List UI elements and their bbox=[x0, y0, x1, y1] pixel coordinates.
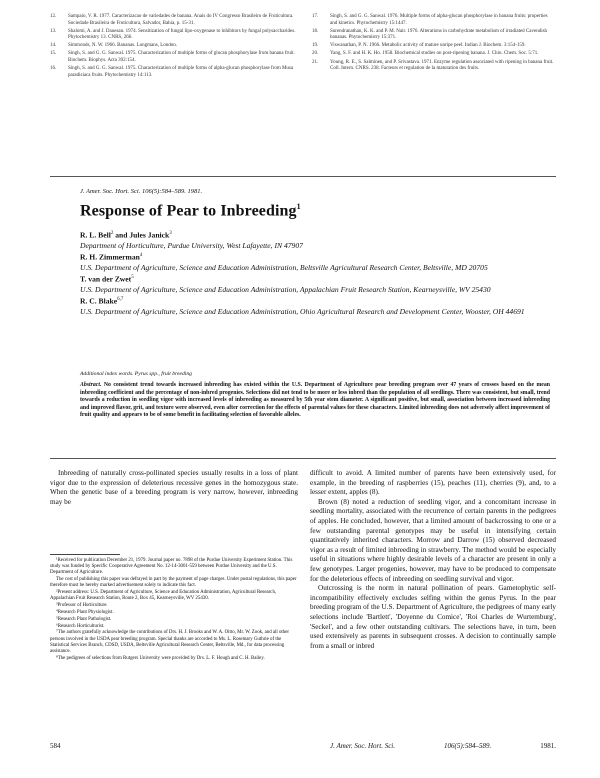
footer-year: 1981. bbox=[540, 742, 556, 750]
journal-reference: J. Amer. Soc. Hort. Sci. 106(5):584–589. 1981. bbox=[80, 188, 203, 195]
reference-number: 18. bbox=[312, 28, 319, 34]
body-paragraph: Inbreeding of naturally cross-pollinated species usually results in a loss of plant vigor due to the expression of deleterious recessive genes in the homozygous state. When the genetic base of a breeding program is very narrow, however, inbreeding may be bbox=[50, 469, 298, 506]
author-affiliation: Department of Horticulture, Purdue University, West Lafayette, IN 47907 bbox=[80, 240, 303, 250]
author-block bbox=[80, 229, 550, 318]
reference-text: Viswanathan, P. N. 1966. Metabolic activity of mature unripe peel. Indian J. Biochem. 3:154-159. bbox=[330, 43, 526, 49]
reference-number: 15. bbox=[50, 51, 57, 57]
references-right-column bbox=[312, 14, 556, 74]
page-title bbox=[80, 202, 301, 220]
footnote: ⁸The pedigrees of selections from Rutgers University were provided by Drs. L. F. Hough and C. H. Bailey. bbox=[56, 655, 265, 661]
page-number: 584 bbox=[50, 742, 61, 750]
title-text: Response of Pear to Inbreeding bbox=[80, 202, 297, 220]
reference-item bbox=[50, 29, 302, 42]
reference-number: 20. bbox=[312, 51, 319, 57]
reference-text: Shalomi, A. and J. Dauesan. 1974. Sensitization of fungal lipo-oxygenase to inhibitors by fungal polysaccharides. Phytochemistry 13. CNRS, 266. bbox=[68, 28, 296, 41]
author-footnote-mark: 6,7 bbox=[117, 297, 124, 303]
reference-number: 12. bbox=[50, 14, 57, 19]
footnote: ⁶Research Horticulturist. bbox=[56, 623, 105, 629]
footnote: ³Professor of Horticulture. bbox=[56, 603, 108, 609]
reference-item bbox=[312, 60, 556, 73]
reference-text: Singh, S. and G. G. Sanwal. 1976. Multiple forms of alpha-glucan phosphorylase in banana fruits: properties and kinetics. Phytochemistry 15:1447. bbox=[330, 14, 548, 26]
title-footnote-mark: 1 bbox=[296, 202, 301, 211]
footnotes bbox=[50, 558, 298, 663]
footer-journal: J. Amer. Soc. Hort. Sci. bbox=[330, 742, 395, 750]
author-entry bbox=[80, 295, 550, 317]
reference-text: Simmonds, N. W. 1966. Bananas. Longmans, London. bbox=[68, 43, 178, 49]
reference-number: 19. bbox=[312, 43, 319, 49]
reference-item bbox=[312, 43, 556, 50]
footnote: The cost of publishing this paper was defrayed in part by the payment of page charges. Under postal regulations, this paper therefore must be hereby marked advertisement solely to indicate this fact. bbox=[50, 577, 297, 589]
reference-item bbox=[50, 14, 302, 27]
author-entry bbox=[80, 273, 550, 295]
reference-text: Singh, S. and G. G. Sanwal. 1975. Characterization of multiple forms of alpha-glucan phosphorylase from Musa paradisiaca fruits. Phytochemistry 14:113. bbox=[68, 66, 294, 78]
author-entry: R. L. Bell$^2$ and Jules Janick$^3$ Department of Horticulture, Purdue University, West Lafayette, IN 47907 bbox=[80, 229, 550, 251]
author-affiliation: U.S. Department of Agriculture, Science and Education Administration, Ohio Agricultural Research and Development Center, Wooster, OH 44691 bbox=[80, 307, 525, 317]
author-name: R. H. Zimmerman bbox=[80, 252, 140, 262]
footnote: ⁴Research Plant Physiologist. bbox=[56, 610, 114, 615]
author-name: T. van der Zwet bbox=[80, 274, 132, 284]
author-footnote-mark: 3 bbox=[169, 231, 172, 236]
footer-citation bbox=[330, 742, 556, 750]
references-left-column bbox=[50, 14, 302, 81]
reference-number: 14. bbox=[50, 43, 57, 49]
author-affiliation: U.S. Department of Agriculture, Science and Education Administration, Appalachian Fruit Research Station, Kearneysville, WV 25430 bbox=[80, 285, 491, 295]
abstract-divider bbox=[50, 458, 556, 459]
abstract-text: No consistent trend towards increased inbreeding has existed within the U.S. Department of Agriculture pear breeding program over 47 years of crosses based on the mean inbreeding coefficient and the percentage of non-inbred progenies. Selections did not tend to be more or less inbred than the population of all seedlings. There was consistent, but small, trend towards a reduction in seedling vigor with increased levels of inbreeding as measured by 5th year stem diameter. A significant positive, but small, association between increased inbreeding and improved flavor, grit, and texture were observed, even after correction for the effects of parental values for these characters. Limited inbreeding does not adversely affect improvement of fruit quality and appears to be of some benefit in facilitating selection of favorable alleles. bbox=[80, 382, 551, 419]
body-column-left bbox=[50, 469, 298, 507]
footnote: ⁵Research Plant Pathologist. bbox=[56, 616, 112, 622]
reference-item bbox=[50, 51, 302, 64]
section-divider bbox=[50, 176, 556, 177]
author-footnote-mark: 4 bbox=[139, 253, 143, 259]
author-affiliation: U.S. Department of Agriculture, Science and Education Administration, Beltsville Agricultural Research Center, Beltsville, MD 20705 bbox=[80, 262, 488, 272]
reference-number: 13. bbox=[50, 28, 57, 34]
footnote: ¹Received for publication December 21, 1979. Journal paper no. 7898 of the Purdue University Experiment Station. This study was funded by Specific Cooperative Agreement No. 12-14-3001-559 between Purdue University and the U.S. Department of Agriculture. bbox=[50, 558, 293, 576]
reference-item bbox=[50, 43, 302, 50]
body-paragraph: Brown (8) noted a reduction of seedling vigor, and a concomitant increase in seedling mortality, associated with the recurrence of certain parents in the pedigrees of apples. He concluded, however, that a limited amount of backcrossing to one or a few outstanding parental genotypes may be useful in intensifying certain quantitatively inherited characters. Morrow and Darrow (15) observed decreased vigor as a result of limited inbreeding in strawberry. The method would be especially useful in situations where highly desirable levels of a character are present in only a few genotypes. Larger progenies, however, may have to be produced to compensate for the deleterious effects of inbreeding on seedling survival and vigor. bbox=[310, 497, 556, 583]
body-column-right bbox=[310, 469, 556, 651]
author-name: Jules Janick bbox=[129, 230, 170, 240]
footer-volume: 106(5):584–589. bbox=[444, 742, 492, 750]
additional-index-words: Additional index words. Pyrus spp., fruit breeding bbox=[80, 371, 192, 377]
reference-item bbox=[50, 66, 302, 79]
reference-text: Singh, S. and G. G. Sanwal. 1975. Characterization of multiple forms of glucan phosphorylase from banana fruit. Biochem. Biophys. Acta 392:154. bbox=[68, 51, 295, 64]
reference-number: 21. bbox=[312, 59, 319, 65]
reference-text: Surendranathan, K. K. and P. M. Nair. 1976. Alterations in carbohydrate metabolism of irradiated Cavendish bananas. Phytochemistry 15:371. bbox=[330, 28, 548, 41]
author-footnote-mark: 2 bbox=[110, 231, 114, 236]
reference-text: Sampaio, V. R. 1977. Caracterizacao de variedades de banana. Anais do IV Congresso Brasileiro de Fruticultura. Sociedade Brasileira de Fruticultura, Salvador, Bahia, p. 15-31. bbox=[68, 14, 294, 26]
reference-number: 16. bbox=[50, 66, 57, 72]
author-entry bbox=[80, 251, 550, 273]
abstract bbox=[80, 382, 550, 420]
footnote-divider bbox=[50, 554, 120, 555]
reference-item bbox=[312, 14, 556, 27]
body-paragraph: Outcrossing is the norm in natural pollination of pears. Gametophytic self-incompatibility effectively excludes selfing within the genus Pyrus. In the pear breeding program of the U.S. Department of Agriculture, the pedigrees of many early selections include 'Bartlett', 'Doyenne du Comice', 'Roi Charles de Wurtemburg', 'Seckel', and a few other outstanding cultivars. The selections have, in turn, been used extensively as parents in subsequent crosses. A decision to continually sample from a small or inbred bbox=[310, 584, 556, 650]
author-name: R. L. Bell bbox=[80, 230, 111, 240]
author-name: R. C. Blake bbox=[80, 296, 118, 306]
reference-item bbox=[312, 29, 556, 42]
author-footnote-mark: 5 bbox=[131, 275, 134, 281]
body-paragraph: difficult to avoid. A limited number of parents have been extensively used, for example, in the breeding of raspberries (15), peaches (11), cherries (9), and, to a lesser extent, apples (8). bbox=[310, 469, 556, 497]
reference-text: Young, R. E., S. Salminen, and P. Srivastava. 1971. Enzyme regulation associated with ripening in banana fruit. Coll. Intern. CNRS. 238. Facteurs et regulation de la maturation des fruits. bbox=[330, 59, 554, 72]
reference-text: Yang, S. F. and H. K. Ho. 1958. Biochemical studies on post-ripening banana. J. Chin. Chem. Soc. 5:71. bbox=[330, 51, 539, 57]
footnote: ²Present address: U.S. Department of Agriculture, Science and Education Administration, Agricultural Research, Appalachian Fruit Research Station, Route 2, Box 45, Kearneysville, WV 25430. bbox=[50, 590, 277, 602]
footnote: ⁷The authors gratefully acknowledge the contributions of Drs. H. J. Brooks and W. A. Oitto, Mr. W. Zook, and all other persons involved in the USDA pear breeding program. Special thanks are accorded to Ms. L. Rosemary Guthrie of the Statistical Services Branch, CDSD, USDA, Beltsville Agricultural Research Center, Beltsville, Md., for data processing assistance. bbox=[50, 630, 290, 654]
reference-item bbox=[312, 51, 556, 58]
abstract-label: Abstract. bbox=[80, 382, 102, 388]
reference-number: 17. bbox=[312, 14, 319, 19]
